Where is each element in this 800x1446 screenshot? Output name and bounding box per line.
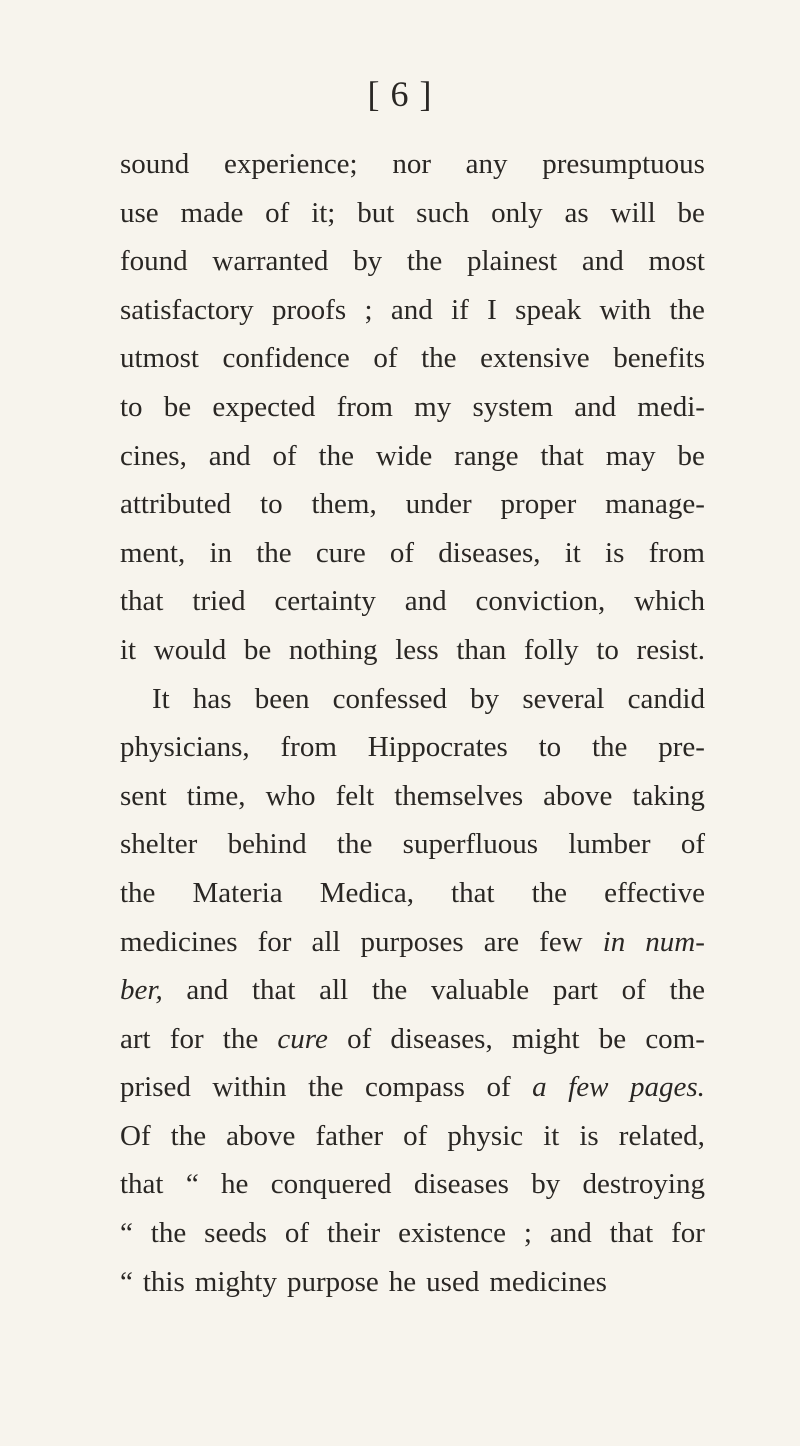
text-line: that tried certainty and conviction, which [120, 585, 705, 618]
text-line: shelter behind the superfluous lumber of [120, 828, 705, 861]
text-line: use made of it; but such only as will be [120, 196, 705, 229]
text-line: to be expected from my system and medi- [120, 390, 705, 423]
text-line: prised within the compass of a few pages. [120, 1071, 705, 1104]
text-line: medicines for all purposes are few in num- [120, 925, 705, 958]
text-line: art for the cure of diseases, might be com- [120, 1022, 705, 1055]
body-text [120, 140, 705, 1306]
text-line: Of the above father of physic it is related, [120, 1119, 705, 1152]
text-line: ment, in the cure of diseases, it is from [120, 536, 705, 569]
text-line: sound experience; nor any presumptuous [120, 148, 705, 180]
text-line: it would be nothing less than folly to resist. [120, 633, 705, 666]
text-line: utmost confidence of the extensive benefits [120, 342, 705, 375]
text-line: found warranted by the plainest and most [120, 245, 705, 278]
page-number: [ 6 ] [367, 74, 433, 114]
text-line: “ this mighty purpose he used medicines [120, 1265, 607, 1298]
text-line: physicians, from Hippocrates to the pre- [120, 731, 705, 764]
text-line: attributed to them, under proper manage- [120, 488, 705, 521]
text-line: that “ he conquered diseases by destroying [120, 1168, 705, 1201]
text-line: cines, and of the wide range that may be [120, 439, 705, 472]
text-line: sent time, who felt themselves above taking [120, 779, 705, 812]
text-line: “ the seeds of their existence ; and that for [120, 1217, 705, 1250]
text-line: satisfactory proofs ; and if I speak with the [120, 293, 705, 326]
text-line: It has been confessed by several candid [152, 682, 705, 715]
text-line: the Materia Medica, that the effective [120, 876, 705, 909]
text-line: ber, and that all the valuable part of the [120, 974, 705, 1007]
